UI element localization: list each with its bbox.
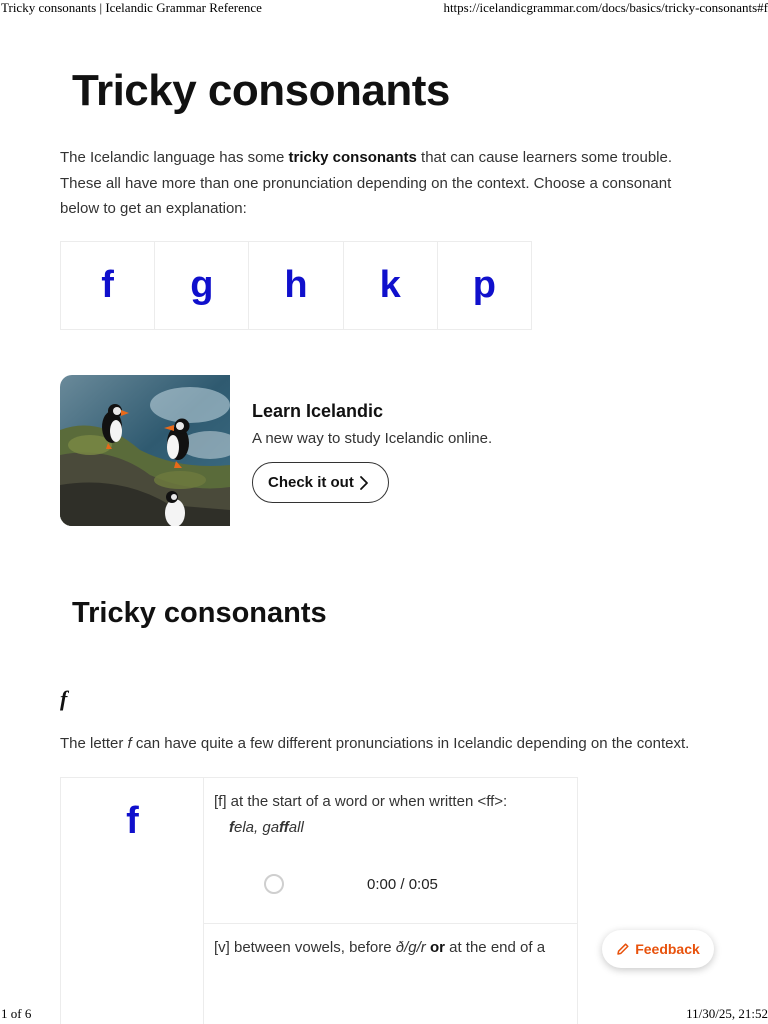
print-page-number: 1 of 6: [1, 1006, 32, 1021]
f-desc-after: can have quite a few different pronunciations in Icelandic depending on the context.: [131, 735, 690, 752]
intro-paragraph: [60, 145, 700, 222]
print-datetime: 11/30/25, 21:52: [686, 1006, 768, 1021]
consonant-link-h[interactable]: h: [249, 242, 343, 329]
promo-subtitle: A new way to study Icelandic online.: [252, 430, 493, 447]
section-heading: Tricky consonants: [72, 597, 327, 629]
example-rest-2: all: [288, 819, 304, 836]
f-letter-cell: [61, 778, 204, 1024]
consonant-grid: [60, 241, 532, 330]
f-letter: f: [126, 800, 139, 842]
consonant-link-f[interactable]: f: [61, 242, 155, 329]
audio-play-button[interactable]: [264, 874, 284, 894]
print-page-url: https://icelandicgrammar.com/docs/basics/tricky-consonants#f: [443, 0, 768, 15]
pronunciation-row-f: [204, 778, 578, 924]
rule-bold: or: [425, 939, 445, 956]
example-words: [229, 819, 304, 836]
consonant-link-k[interactable]: k: [344, 242, 438, 329]
chevron-right-icon: [356, 475, 372, 491]
check-it-out-button[interactable]: [252, 462, 389, 503]
puffins-photo-icon: [60, 375, 230, 526]
print-header: [0, 0, 768, 16]
pencil-icon: [616, 942, 630, 956]
print-page-title: Tricky consonants | Icelandic Grammar Reference: [1, 0, 262, 15]
intro-text-bold: tricky consonants: [288, 149, 417, 166]
f-desc-before: The letter: [60, 735, 128, 752]
rule-after: at the end of a: [444, 939, 546, 956]
rule-before: [v] between vowels, before: [214, 939, 396, 956]
rule-text: [214, 939, 545, 956]
promo-title: Learn Icelandic: [252, 401, 384, 421]
f-heading: f: [60, 686, 68, 711]
check-it-out-label: Check it out: [268, 474, 354, 491]
intro-text-after: that can cause learners some trouble. These all have more than one pronunciation depending on the context. Choose a consonant below to get an explanation:: [60, 149, 672, 217]
example-bold-2: ff: [279, 819, 289, 836]
consonant-link-p[interactable]: p: [472, 264, 497, 306]
rule-text: [f] at the start of a word or when written <ff>:: [214, 793, 508, 810]
example-bold-1: f: [229, 819, 234, 836]
example-rest-1: ela, ga: [234, 819, 280, 836]
audio-time: 0:00 / 0:05: [367, 876, 438, 893]
page-title: Tricky consonants: [72, 66, 450, 115]
print-footer: [0, 1006, 768, 1024]
f-pronunciation-table: [60, 777, 578, 1024]
consonant-link-g[interactable]: g: [155, 242, 249, 329]
f-description: [60, 735, 740, 752]
intro-text-before: The Icelandic language has some: [60, 149, 289, 166]
feedback-button[interactable]: [602, 930, 714, 968]
feedback-label: Feedback: [635, 941, 700, 957]
f-desc-letter: f: [127, 735, 132, 752]
rule-italic: ð/g/r: [395, 939, 426, 956]
